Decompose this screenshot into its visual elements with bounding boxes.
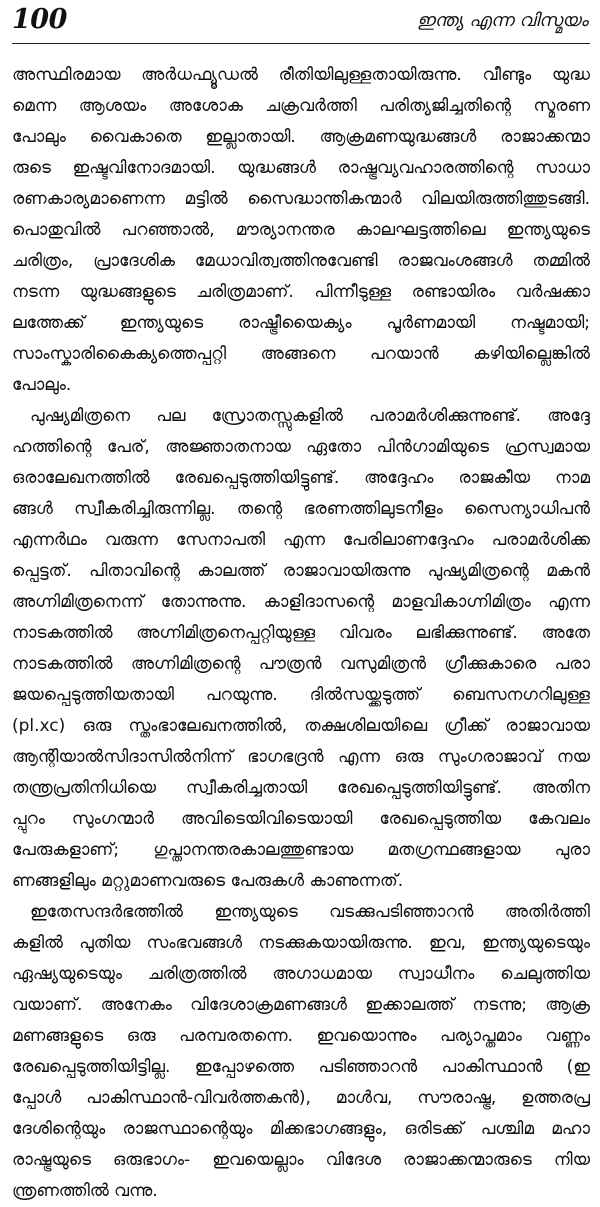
text-line: മെന്ന ആശയം അശോക ചക്രവർത്തി പരിത്യജിച്ചതിന്റെ സ്മരണ bbox=[12, 96, 590, 116]
text-line: ചരിത്രം, പ്രാദേശിക മേധാവിത്വത്തിനുവേണ്ടി രാജവംശങ്ങൾ തമ്മിൽ bbox=[12, 251, 590, 271]
text-line: നടന്ന യുദ്ധങ്ങളുടെ ചരിത്രമാണ്. പിന്നീടുള്ള രണ്ടായിരം വർഷക്കാ bbox=[12, 282, 590, 302]
paragraph bbox=[12, 897, 590, 1207]
page-number: 100 bbox=[12, 4, 67, 35]
text-line: പ്പുറം സുംഗന്മാർ അവിടെയിവിടെയായി രേഖപ്പെടുത്തിയ കേവലം bbox=[12, 809, 590, 829]
text-line: ജയപ്പെടുത്തിയതായി പറയുന്നു. ദിൽസയ്ക്കടുത്ത് ബെസനഗറിലുള്ള bbox=[12, 685, 590, 705]
text-line: മണങ്ങളുടെ ഒരു പരമ്പരതന്നെ. ഇവയൊന്നും പര്യാപ്തമാം വണ്ണം bbox=[12, 1026, 590, 1046]
text-line: (pl.xc) ഒരു സ്തംഭാലേഖനത്തിൽ, തക്ഷശിലയിലെ ഗ്രീക്ക് രാജാവായ bbox=[12, 716, 590, 736]
text-line: പൊതുവിൽ പറഞ്ഞാൽ, മൗര്യാനന്തര കാലഘട്ടത്തിലെ ഇന്ത്യയുടെ bbox=[12, 220, 590, 240]
text-line: അസ്ഥിരമായ അർധഫ്യൂഡൽ രീതിയിലുള്ളതായിരുന്നു. വീണ്ടും യുദ്ധ bbox=[12, 65, 590, 85]
running-title: ഇന്ത്യ എന്ന വിസ്മയം bbox=[416, 10, 588, 31]
text-line: തന്ത്രപ്രതിനിധിയെ സ്വീകരിച്ചതായി രേഖപ്പെടുത്തിയിട്ടുണ്ട്. അതിന bbox=[12, 778, 590, 798]
text-line: ആന്റിയാൽസിദാസിൽനിന്ന് ഭാഗഭദ്രൻ എന്ന ഒരു സുംഗരാജാവ് നയ bbox=[12, 747, 590, 767]
text-line: ഹത്തിന്റെ പേര്, അജ്ഞാതനായ ഏതോ പിൻഗാമിയുടെ ഹ്രസ്വമായ bbox=[12, 437, 590, 457]
paragraph bbox=[12, 60, 590, 401]
text-line: പോലും വൈകാതെ ഇല്ലാതായി. ആക്രമണയുദ്ധങ്ങൾ രാജാക്കന്മാ bbox=[12, 127, 590, 147]
paragraph bbox=[12, 401, 590, 897]
text-line: പ്പോൾ പാകിസ്ഥാൻ-വിവർത്തകൻ), മാൾവ, സൗരാഷ്ട്ര, ഉത്തരപ്ര bbox=[12, 1088, 590, 1108]
text-line: കളിൽ പുതിയ സംഭവങ്ങൾ നടക്കുകയായിരുന്നു. ഇവ, ഇന്ത്യയുടെയും bbox=[12, 933, 590, 953]
text-line: രണകാര്യമാണെന്ന മട്ടിൽ സൈദ്ധാന്തികന്മാർ വിലയിരുത്തിത്തുടങ്ങി. bbox=[12, 189, 590, 209]
text-line: ഏഷ്യയുടെയും ചരിത്രത്തിൽ അഗാധമായ സ്വാധീനം ചെലുത്തിയ bbox=[12, 964, 590, 984]
text-line: ണങ്ങളിലും മറ്റുമാണവരുടെ പേരുകൾ കാണുന്നത്. bbox=[12, 871, 404, 891]
text-line: രാഷ്ട്രയുടെ ഒരുഭാഗം- ഇവയെല്ലാം വിദേശ രാജാക്കന്മാരുടെ നിയ bbox=[12, 1150, 590, 1170]
text-line: ങ്ങൾ സ്വീകരിച്ചിരുന്നില്ല. തന്റെ ഭരണത്തിലുടനീളം സൈന്യാധിപൻ bbox=[12, 499, 590, 519]
text-line: പ്പെട്ടത്. പിതാവിന്റെ കാലത്ത് രാജാവായിരുന്നു പുഷ്യമിത്രന്റെ മകൻ bbox=[12, 561, 590, 581]
text-line: നാടകത്തിൽ അഗ്നിമിത്രന്റെ പൗത്രൻ വസുമിത്രൻ ഗ്രീക്കുകാരെ പരാ bbox=[12, 654, 590, 674]
text-line: ഇതേസന്ദർഭത്തിൽ ഇന്ത്യയുടെ വടക്കുപടിഞ്ഞാറൻ അതിർത്തി bbox=[30, 902, 590, 922]
text-line: രുടെ ഇഷ്ടവിനോദമായി. യുദ്ധങ്ങൾ രാഷ്ട്രവ്യവഹാരത്തിന്റെ സാധാ bbox=[12, 158, 590, 178]
text-line: ദേശിന്റെയും രാജസ്ഥാന്റെയും മിക്കഭാഗങ്ങളും, ഒരിടക്ക് പശ്ചിമ മഹാ bbox=[12, 1119, 590, 1139]
text-line: സാംസ്കാരികൈക്യത്തെപ്പറ്റി അങ്ങനെ പറയാൻ കഴിയില്ലെങ്കിൽ bbox=[12, 344, 590, 364]
text-line: പോലും. bbox=[12, 375, 72, 395]
header-rule bbox=[12, 43, 590, 44]
text-line: ലത്തേക്ക് ഇന്ത്യയുടെ രാഷ്ട്രീയൈക്യം പൂർണമായി നഷ്ടമായി; bbox=[12, 313, 590, 333]
text-line: ന്ത്രണത്തിൽ വന്നു. bbox=[12, 1181, 158, 1201]
text-line: പുഷ്യമിത്രനെ പല സ്രോതസ്സുകളിൽ പരാമർശിക്കുന്നുണ്ട്. അദ്ദേ bbox=[30, 406, 590, 426]
text-line: വയാണ്. അനേകം വിദേശാക്രമണങ്ങൾ ഇക്കാലത്ത് നടന്നു; ആക്ര bbox=[12, 995, 590, 1015]
body-text bbox=[12, 60, 590, 1207]
text-line: രേഖപ്പെടുത്തിയിട്ടില്ല. ഇപ്പോഴത്തെ പടിഞ്ഞാറൻ പാകിസ്ഥാൻ (ഇ bbox=[12, 1057, 590, 1077]
text-line: ഒരാലേഖനത്തിൽ രേഖപ്പെടുത്തിയിട്ടുണ്ട്. അദ്ദേഹം രാജകീയ നാമ bbox=[12, 468, 590, 488]
text-line: പേരുകളാണ്; ഗുപ്താനന്തരകാലത്തുണ്ടായ മതഗ്രന്ഥങ്ങളായ പുരാ bbox=[12, 840, 590, 860]
text-line: നാടകത്തിൽ അഗ്നിമിത്രനെപ്പറ്റിയുള്ള വിവരം ലഭിക്കുന്നുണ്ട്. അതേ bbox=[12, 623, 590, 643]
text-line: അഗ്നിമിത്രനെന്ന് തോന്നുന്നു. കാളിദാസന്റെ മാളവികാഗ്നിമിത്രം എന്ന bbox=[12, 592, 590, 612]
text-line: എന്നർഥം വരുന്ന സേനാപതി എന്ന പേരിലാണദ്ദേഹം പരാമർശിക്ക bbox=[12, 530, 590, 550]
